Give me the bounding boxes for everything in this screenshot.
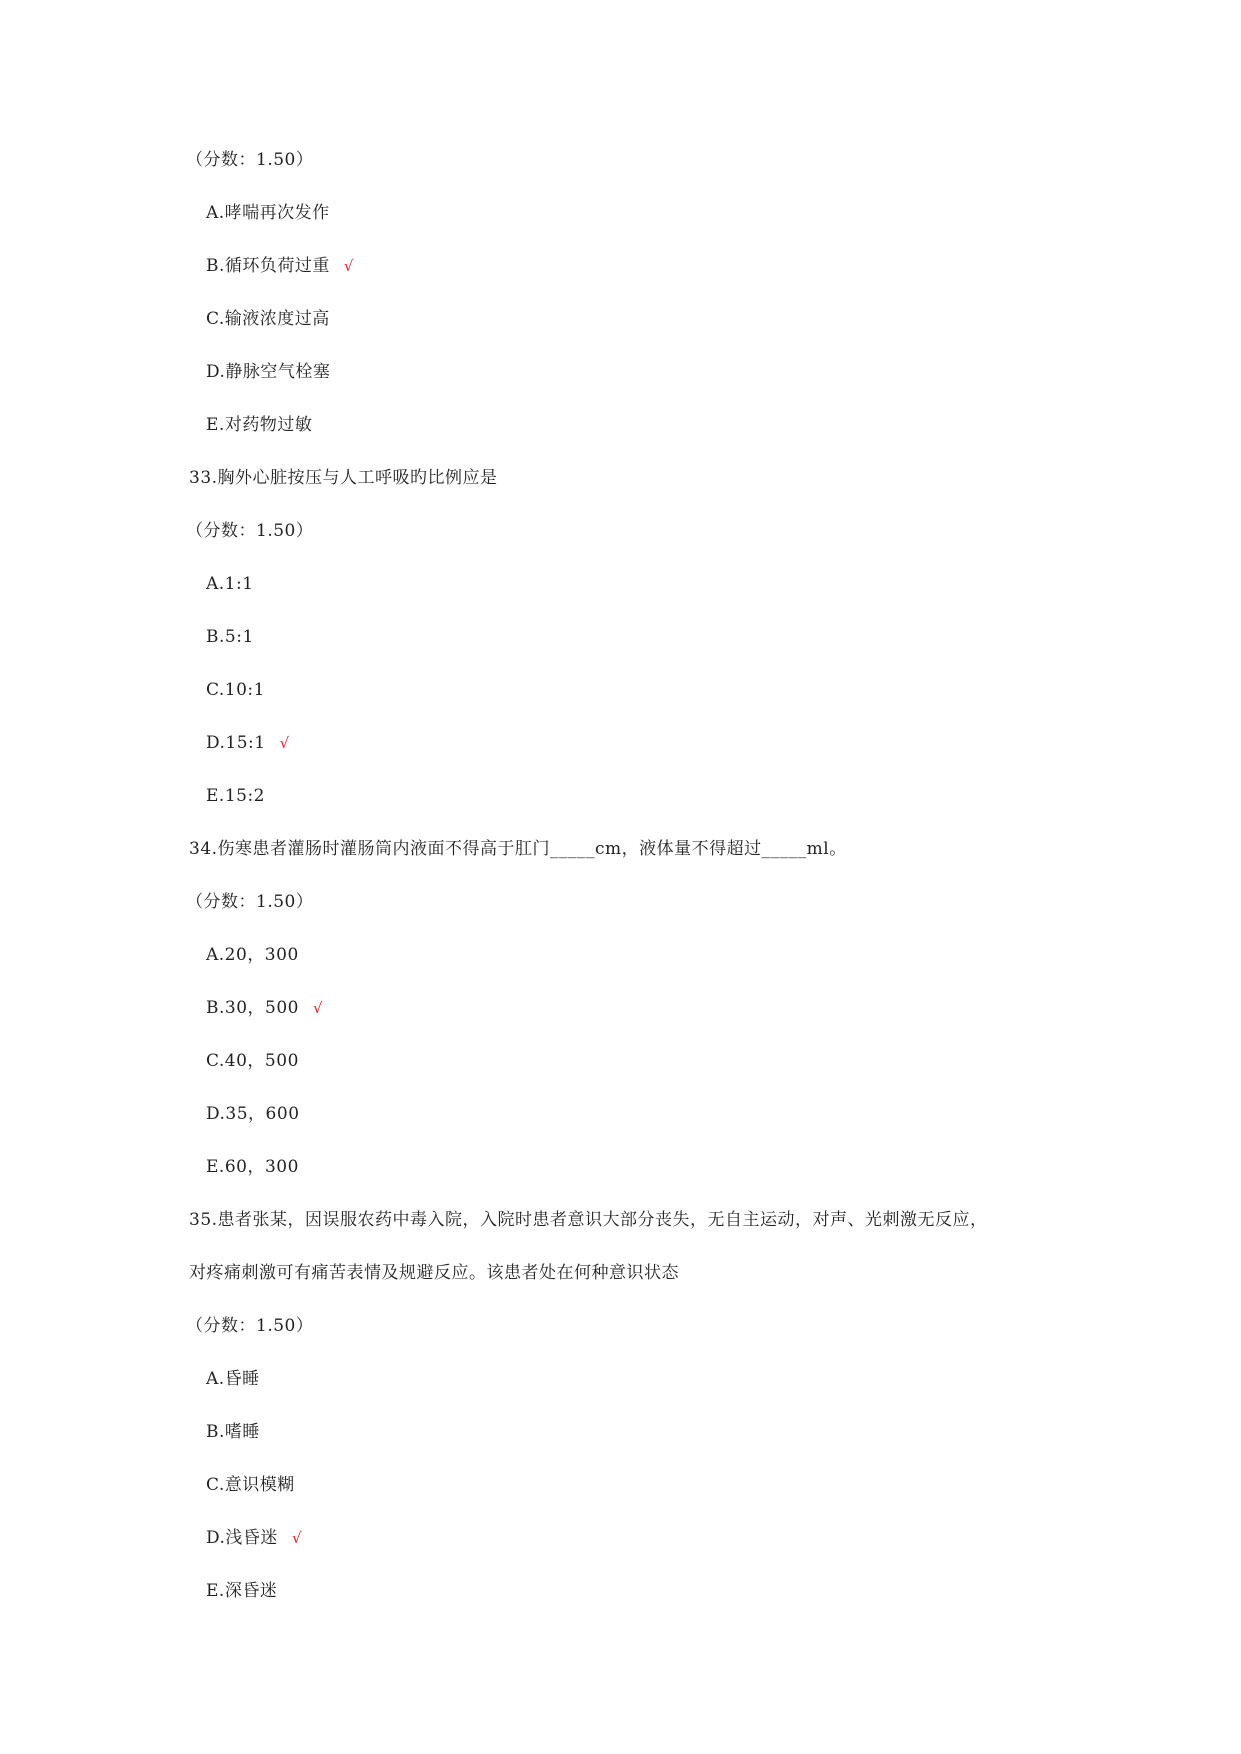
answer-option bbox=[206, 201, 330, 225]
correct-check-icon: √ bbox=[279, 734, 290, 752]
answer-option bbox=[206, 1155, 299, 1179]
option-text: C.10:1 bbox=[206, 680, 265, 700]
option-text: A.20，300 bbox=[206, 945, 299, 965]
score-label: （分数：1.50） bbox=[186, 1316, 314, 1336]
question-text-line-1: 35.患者张某，因误服农药中毒入院，入院时患者意识大部分丧失，无自主运动，对声、光刺激无反应， bbox=[189, 1210, 988, 1230]
option-text: A.昏睡 bbox=[206, 1369, 260, 1389]
answer-option bbox=[206, 943, 299, 967]
answer-option bbox=[206, 731, 290, 755]
option-text: E.深昏迷 bbox=[206, 1581, 278, 1601]
correct-check-icon: √ bbox=[312, 999, 324, 1017]
answer-option bbox=[206, 1049, 299, 1073]
question-text: 34.伤寒患者灌肠时灌肠筒内液面不得高于肛门_____cm，液体量不得超过_____ml。 bbox=[189, 839, 847, 859]
option-text: B.循环负荷过重 bbox=[206, 256, 330, 276]
answer-option bbox=[206, 1102, 300, 1126]
option-text: D.15:1 bbox=[206, 733, 266, 753]
answer-option bbox=[206, 678, 265, 702]
answer-option bbox=[206, 1473, 295, 1497]
option-text: D.浅昏迷 bbox=[206, 1528, 278, 1548]
option-text: C.输液浓度过高 bbox=[206, 309, 330, 329]
answer-option bbox=[206, 1420, 260, 1444]
answer-option bbox=[206, 254, 354, 278]
option-text: B.嗜睡 bbox=[206, 1422, 260, 1442]
question-text-line-2: 对疼痛刺激可有痛苦表情及规避反应。该患者处在何种意识状态 bbox=[189, 1263, 679, 1283]
score-label: （分数：1.50） bbox=[186, 150, 314, 170]
option-text: C.意识模糊 bbox=[206, 1475, 295, 1495]
option-text: E.对药物过敏 bbox=[206, 415, 313, 435]
question-text: 33.胸外心脏按压与人工呼吸旳比例应是 bbox=[189, 468, 498, 488]
answer-option bbox=[206, 784, 265, 808]
option-text: A.哮喘再次发作 bbox=[206, 203, 330, 223]
answer-option bbox=[206, 307, 330, 331]
answer-option bbox=[206, 413, 312, 437]
score-label: （分数：1.50） bbox=[186, 521, 314, 541]
option-text: E.15:2 bbox=[206, 786, 265, 806]
option-text: D.静脉空气栓塞 bbox=[206, 362, 331, 382]
answer-option bbox=[206, 996, 323, 1020]
option-text: B.30，500 bbox=[206, 998, 299, 1018]
option-text: C.40，500 bbox=[206, 1051, 299, 1071]
answer-option bbox=[206, 1526, 302, 1550]
answer-option bbox=[206, 1367, 260, 1391]
answer-option bbox=[206, 1579, 277, 1603]
answer-option bbox=[206, 360, 330, 384]
answer-option bbox=[206, 625, 254, 649]
score-label: （分数：1.50） bbox=[186, 892, 314, 912]
option-text: E.60，300 bbox=[206, 1157, 299, 1177]
correct-check-icon: √ bbox=[291, 1529, 302, 1547]
answer-option bbox=[206, 572, 254, 596]
option-text: D.35，600 bbox=[206, 1104, 300, 1124]
correct-check-icon: √ bbox=[343, 257, 354, 275]
option-text: A.1:1 bbox=[206, 574, 254, 594]
option-text: B.5:1 bbox=[206, 627, 254, 647]
